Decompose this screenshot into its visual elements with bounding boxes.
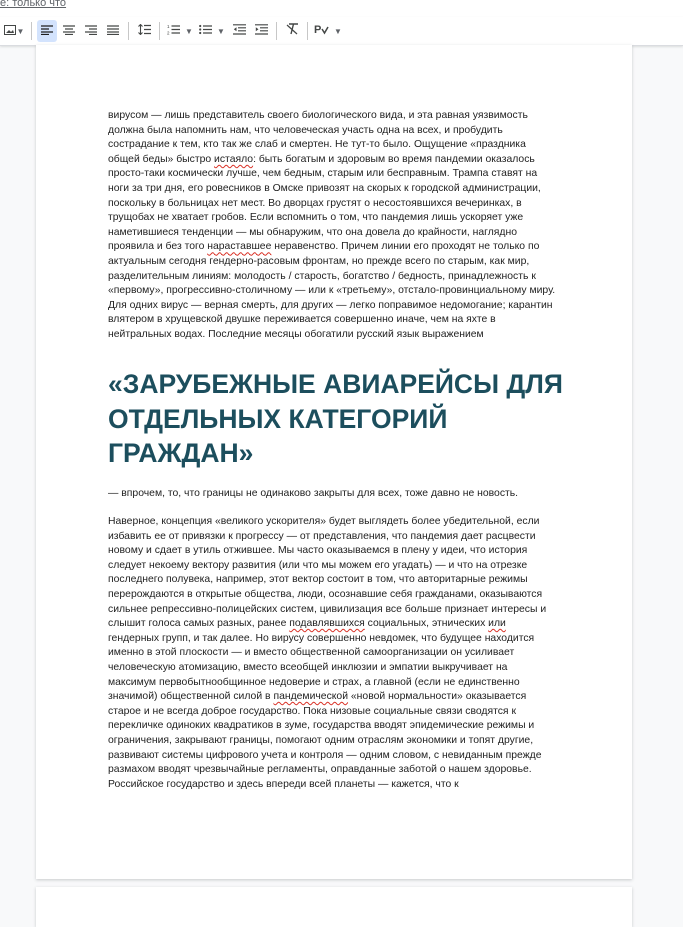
top-bar: [0, 0, 683, 18]
bulleted-list-icon: [199, 22, 212, 40]
numbered-list-icon: [167, 22, 180, 40]
svg-text:2: 2: [167, 30, 170, 35]
section-heading[interactable]: «ЗАРУБЕЖНЫЕ АВИАРЕЙСЫ ДЛЯ ОТДЕЛЬНЫХ КАТЕГОРИЙ ГРАЖДАН»: [108, 369, 563, 468]
body-paragraph[interactable]: — впрочем, то, что границы не одинаково закрыты для всех, тоже давно не новость.: [108, 488, 519, 499]
last-edit-link[interactable]: е: только что: [0, 0, 67, 9]
text-run: вирусом — лишь представитель своего биологического вида, и эта равная уязвимость должна была напомнить нам, что человеческая участь одна на всех, и пробудить сострадание к тем, кто так же слаб и смертен. Не тут-то было. Ощущение «праздника общей беды» быстро: [108, 110, 528, 165]
misspelled-word[interactable]: или: [488, 618, 506, 630]
increase-indent-button[interactable]: [251, 20, 271, 42]
svg-text:P: P: [314, 24, 322, 35]
clear-formatting-icon: [286, 22, 299, 40]
toolbar-divider: [276, 22, 277, 40]
chevron-down-icon: ▼: [217, 26, 225, 36]
svg-text:1: 1: [167, 24, 170, 29]
document-page[interactable]: [36, 45, 632, 879]
align-center-icon: [63, 22, 75, 40]
toolbar-divider: [159, 22, 160, 40]
chevron-down-icon: ▼: [185, 26, 193, 36]
line-spacing-icon: [138, 22, 151, 40]
misspelled-word[interactable]: истаяло: [214, 153, 254, 165]
clear-formatting-button[interactable]: [282, 20, 302, 42]
next-document-page[interactable]: [36, 887, 632, 927]
align-justify-button[interactable]: [103, 20, 123, 42]
align-right-button[interactable]: [81, 20, 101, 42]
misspelled-word[interactable]: нараставшее: [207, 241, 272, 253]
misspelled-word[interactable]: пандемической: [273, 691, 349, 703]
align-right-icon: [85, 22, 97, 40]
chevron-down-icon: ▼: [16, 26, 25, 36]
text-run: социальных, этнических: [364, 618, 489, 630]
increase-indent-icon: [255, 22, 268, 40]
line-spacing-button[interactable]: [134, 20, 154, 42]
align-left-button[interactable]: [37, 20, 57, 42]
chevron-down-icon: ▼: [334, 26, 342, 36]
misspelled-word[interactable]: подавлявшихся: [289, 618, 365, 630]
body-paragraph[interactable]: [108, 109, 558, 343]
text-run: Наверное, концепция «великого ускорителя» будет выглядеть более убедительной, если избавить ее от привязки к прогрессу — от представления, что пандемия дает расцвести новому и сдает в утиль отжившее. Мы часто оказываемся в плену у идеи, что история следует некоему вектору развития (или что мы можем его угадать) — и что на отрезке последнего полувека, например, этот вектор состоит в том, что авторитарные режимы перерождаются в открытые общества, люди, осознавшие себя гражданами, оказываются сильнее репрессивно-полицейских систем, цивилизация все больше признает интересы и слышит голоса самых разных, ранее: [108, 516, 547, 630]
align-left-icon: [41, 22, 53, 40]
body-paragraph[interactable]: [108, 515, 558, 792]
toolbar-divider: [128, 22, 129, 40]
spellcheck-icon: [314, 22, 330, 40]
formatting-toolbar: [0, 17, 683, 46]
spellcheck-button[interactable]: [313, 20, 343, 42]
text-run: : быть богатым и здоровым во время пандемии оказалось просто-таки космически лучше, чем бедным, старым или бесправным. Трампа ставят на ноги за три дня, его ровесников в Омске привозят на скорых к городской администрации, поскольку в больницах нет мест. Во дворцах грустят о несостоявшихся вечеринках, в трущобах не хватает гробов. Если вспомнить о том, что пандемия лишь ускоряет уже наметившиеся тенденции — мы обнаружим, что она довела до крайности, наглядно проявила и без того: [108, 153, 541, 253]
numbered-list-button[interactable]: [165, 20, 195, 42]
toolbar-divider: [31, 22, 32, 40]
text-run: гендерных групп, и так далее. Но вирусу совершенно невдомек, что будущее находится именно в этой плоскости — и вместо общественной самоорганизации он усиливает человеческую атомизацию, вместо всеобщей инклюзии и эмпатии выкручивает на максимум первобытнообщинное недоверие и страх, а главной (если не единственно значимой) общественной силой в: [108, 632, 535, 703]
image-icon: [4, 22, 16, 40]
text-run: неравенство. Причем линии его проходят не только по актуальным сегодня гендерно-расовым фронтам, но прежде всего по старым, как мир, разделительным линиям: молодость / старость, богатство / бедность, принадлежность к «первому», прогрессивно-столичному — или к «третьему», отстало-провинциальному миру. Для одних вирус — верная смерть, для других — легко поправимое недомогание; карантин влятером в хрущевской двушке переживается совершенно иначе, чем на яхте в нейтральных водах. Последние месяцы обогатили русский язык выражением: [108, 241, 556, 340]
align-center-button[interactable]: [59, 20, 79, 42]
decrease-indent-icon: [233, 22, 246, 40]
align-justify-icon: [107, 22, 119, 40]
decrease-indent-button[interactable]: [229, 20, 249, 42]
image-options-button[interactable]: [2, 20, 26, 42]
bulleted-list-button[interactable]: [197, 20, 227, 42]
toolbar-divider: [307, 22, 308, 40]
text-run: «новой нормальности» оказывается старое и не всегда доброе государство. Пока низовые социальные связи сводятся к перекличке одиноких квадратиков в зуме, государства вводят эпидемические режимы и ограничения, закрывают границы, помогают одним отраслям экономики и топят другие, развивают системы цифрового учета и контроля — одним словом, с невиданным прежде размахом вводят чрезвычайные регламенты, оправданные заботой о нашем здоровье. Российское государство и здесь впереди всей планеты — кажется, что к: [108, 691, 542, 790]
